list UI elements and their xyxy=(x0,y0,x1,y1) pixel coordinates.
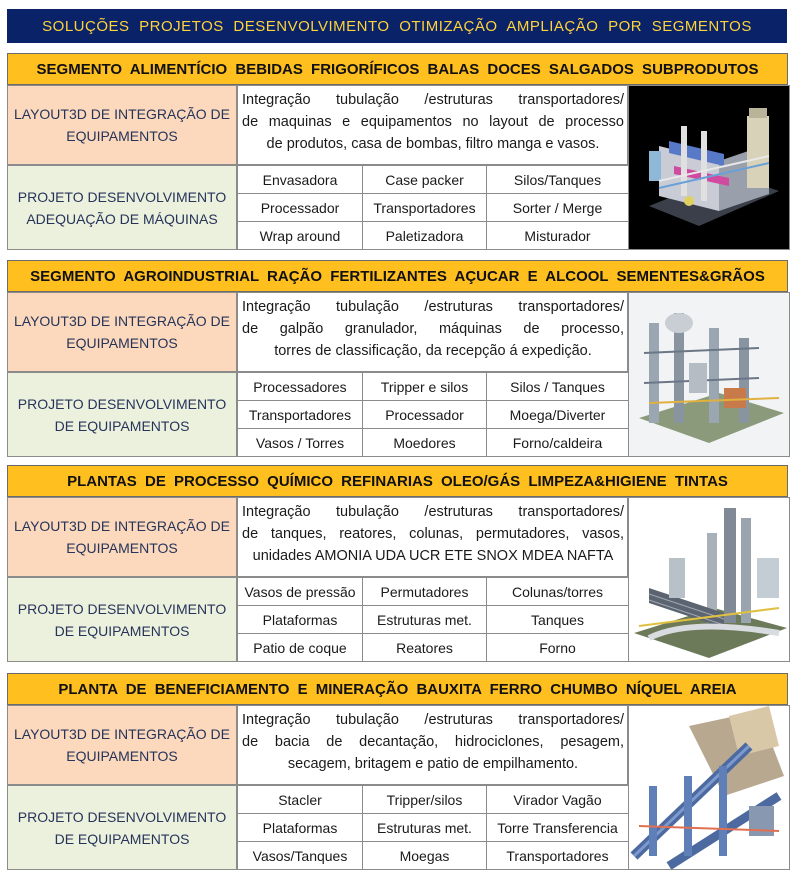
grid-cell: Moega/Diverter xyxy=(486,400,629,429)
grid-cell: Envasadora xyxy=(237,165,363,194)
grid-cell: Reatores xyxy=(362,633,487,662)
desc-line: de tanques, reatores, colunas, permutadores, vasos, xyxy=(242,526,624,542)
section-description xyxy=(237,497,628,577)
grid-cell: Colunas/torres xyxy=(486,577,629,606)
grid-cell: Plataformas xyxy=(237,605,363,634)
grid-cell: Transportadores xyxy=(486,841,629,870)
grid-cell: Tanques xyxy=(486,605,629,634)
desc-line: Integração tubulação /estruturas transportadores/ xyxy=(242,92,624,108)
grid-cell: Case packer xyxy=(362,165,487,194)
top-banner: SOLUÇÕES PROJETOS DESENVOLVIMENTO OTIMIZAÇÃO AMPLIAÇÃO POR SEGMENTOS xyxy=(7,9,787,43)
layout-label: LAYOUT3D DE INTEGRAÇÃO DE EQUIPAMENTOS xyxy=(7,85,237,165)
grid-cell: Processador xyxy=(362,400,487,429)
desc-line: de produtos, casa de bombas, filtro manga e vasos. xyxy=(266,136,600,152)
grid-cell: Forno/caldeira xyxy=(486,428,629,457)
desc-line: de galpão granulador, máquinas de processo, xyxy=(242,321,624,337)
section-description xyxy=(237,85,628,165)
equipment-grid xyxy=(237,577,628,661)
projeto-label: PROJETO DESENVOLVIMENTO DE EQUIPAMENTOS xyxy=(7,372,237,457)
desc-line: de maquinas e equipamentos no layout de processo xyxy=(242,114,624,130)
layout-label: LAYOUT3D DE INTEGRAÇÃO DE EQUIPAMENTOS xyxy=(7,292,237,372)
grid-cell: Vasos de pressão xyxy=(237,577,363,606)
grid-cell: Transportadores xyxy=(362,193,487,222)
grid-cell: Silos/Tanques xyxy=(486,165,629,194)
layout-label: LAYOUT3D DE INTEGRAÇÃO DE EQUIPAMENTOS xyxy=(7,497,237,577)
section-title: PLANTAS DE PROCESSO QUÍMICO REFINARIAS OLEO/GÁS LIMPEZA&HIGIENE TINTAS xyxy=(7,465,788,497)
refinery-image xyxy=(628,497,790,662)
grid-cell: Processadores xyxy=(237,372,363,401)
projeto-label: PROJETO DESENVOLVIMENTO DE EQUIPAMENTOS xyxy=(7,785,237,870)
food-plant-image xyxy=(628,85,790,250)
grid-cell: Forno xyxy=(486,633,629,662)
section-title: PLANTA DE BENEFICIAMENTO E MINERAÇÃO BAUXITA FERRO CHUMBO NÍQUEL AREIA xyxy=(7,673,788,705)
desc-line: Integração tubulação /estruturas transportadores/ xyxy=(242,504,624,520)
grid-cell: Silos / Tanques xyxy=(486,372,629,401)
mining-image xyxy=(628,705,790,870)
grid-cell: Misturador xyxy=(486,221,629,250)
grid-cell: Estruturas met. xyxy=(362,813,487,842)
section-title: SEGMENTO ALIMENTÍCIO BEBIDAS FRIGORÍFICOS BALAS DOCES SALGADOS SUBPRODUTOS xyxy=(7,53,788,85)
desc-line: torres de classificação, da recepção á expedição. xyxy=(274,343,592,359)
grid-cell: Tripper/silos xyxy=(362,785,487,814)
grid-cell: Estruturas met. xyxy=(362,605,487,634)
grid-cell: Vasos / Torres xyxy=(237,428,363,457)
grid-cell: Processador xyxy=(237,193,363,222)
projeto-label: PROJETO DESENVOLVIMENTO ADEQUAÇÃO DE MÁQUINAS xyxy=(7,165,237,250)
projeto-label: PROJETO DESENVOLVIMENTO DE EQUIPAMENTOS xyxy=(7,577,237,662)
section-description xyxy=(237,705,628,785)
grid-cell: Plataformas xyxy=(237,813,363,842)
grid-cell: Vasos/Tanques xyxy=(237,841,363,870)
desc-line: de bacia de decantação, hidrociclones, pesagem, xyxy=(242,734,624,750)
grid-cell: Sorter / Merge xyxy=(486,193,629,222)
grid-cell: Stacler xyxy=(237,785,363,814)
grid-cell: Tripper e silos xyxy=(362,372,487,401)
grid-cell: Moegas xyxy=(362,841,487,870)
equipment-grid xyxy=(237,785,628,869)
desc-line: Integração tubulação /estruturas transportadores/ xyxy=(242,712,624,728)
grid-cell: Transportadores xyxy=(237,400,363,429)
section-description xyxy=(237,292,628,372)
layout-label: LAYOUT3D DE INTEGRAÇÃO DE EQUIPAMENTOS xyxy=(7,705,237,785)
grid-cell: Patio de coque xyxy=(237,633,363,662)
grid-cell: Permutadores xyxy=(362,577,487,606)
agro-plant-image xyxy=(628,292,790,457)
grid-cell: Torre Transferencia xyxy=(486,813,629,842)
equipment-grid xyxy=(237,372,628,456)
grid-cell: Wrap around xyxy=(237,221,363,250)
grid-cell: Virador Vagão xyxy=(486,785,629,814)
desc-line: unidades AMONIA UDA UCR ETE SNOX MDEA NAFTA xyxy=(252,548,614,564)
grid-cell: Moedores xyxy=(362,428,487,457)
desc-line: secagem, britagem e patio de empilhamento. xyxy=(287,756,579,772)
section-title: SEGMENTO AGROINDUSTRIAL RAÇÃO FERTILIZANTES AÇUCAR E ALCOOL SEMENTES&GRÃOS xyxy=(7,260,788,292)
grid-cell: Paletizadora xyxy=(362,221,487,250)
equipment-grid xyxy=(237,165,628,249)
desc-line: Integração tubulação /estruturas transportadores/ xyxy=(242,299,624,315)
